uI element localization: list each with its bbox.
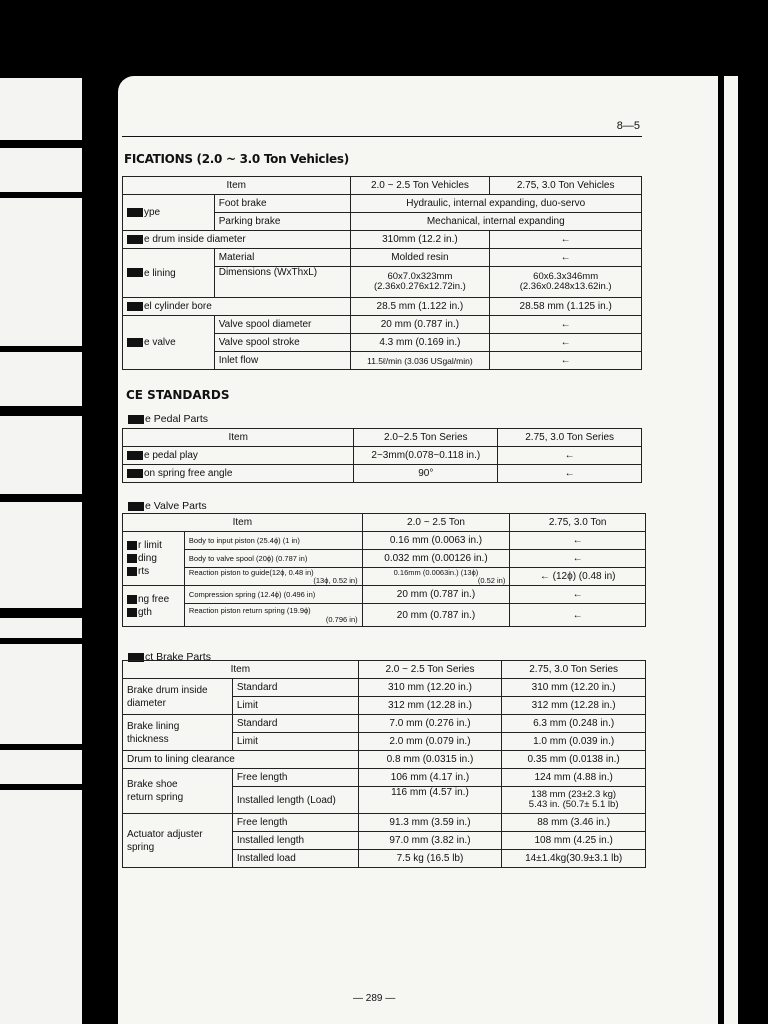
shoe-installed-a: 116 mm (4.57 in.)	[358, 787, 502, 814]
header-item: Item	[123, 177, 351, 195]
body-input-piston-b: ←	[510, 532, 646, 550]
return-spring-a: 20 mm (0.787 in.)	[362, 604, 510, 627]
torsion-label: on spring free angle	[144, 468, 233, 479]
parking-brake-label: Parking brake	[214, 213, 350, 231]
adj-installed-load-a: 7.5 kg (16.5 lb)	[358, 850, 502, 868]
specifications-table	[122, 176, 642, 370]
dim-a-line2: (2.36x0.276x12.72in.)	[373, 281, 466, 292]
header-item: Item	[123, 514, 363, 532]
spool-diameter-label: Valve spool diameter	[214, 316, 350, 334]
pedal-parts-title: e Pedal Parts	[145, 413, 209, 425]
clearance-a: 0.8 mm (0.0315 in.)	[358, 751, 502, 769]
foot-brake-value: Hydraulic, internal expanding, duo-servo	[350, 195, 641, 213]
body-valve-spool-b: ←	[510, 550, 646, 568]
drum-limit-b: 312 mm (12.28 in.)	[502, 697, 646, 715]
lining-standard-b: 6.3 mm (0.248 in.)	[502, 715, 646, 733]
shoe-installed-b2: 5.43 in. (50.7± 5.1 lb)	[528, 799, 619, 810]
wear-limit-label: r limit	[138, 540, 162, 551]
foot-brake-label: Foot brake	[214, 195, 350, 213]
adj-installed-length-a: 97.0 mm (3.82 in.)	[358, 832, 502, 850]
spring-label: spring	[127, 841, 155, 853]
parts-label: rts	[138, 566, 150, 577]
header-col-b: 2.75, 3.0 Ton Series	[502, 661, 646, 679]
compression-spring-a: 20 mm (0.787 in.)	[362, 586, 510, 604]
wheel-cylinder-a: 28.5 mm (1.122 in.)	[350, 298, 490, 316]
torsion-a: 90°	[354, 465, 498, 483]
shoe-label: Brake shoe	[127, 779, 178, 790]
table-row	[123, 769, 646, 787]
lining-limit-b: 1.0 mm (0.039 in.)	[502, 733, 646, 751]
dim-a-line1: 60x7.0x323mm	[387, 271, 453, 282]
thickness-label: thickness	[127, 733, 169, 745]
return-spring-alt: (0.796 in)	[325, 615, 358, 624]
valve-parts-table	[122, 513, 646, 627]
body-input-piston: Body to input piston (25.4ϕ) (1 in)	[184, 532, 362, 550]
manual-page	[118, 76, 738, 1024]
drum-label: e drum inside diameter	[144, 234, 246, 245]
table-row	[123, 429, 642, 447]
page-footer: — 289 —	[353, 993, 396, 1004]
table-row	[123, 195, 642, 213]
shoe-installed-label: Installed length (Load)	[232, 787, 358, 814]
adj-installed-length-label: Installed length	[232, 832, 358, 850]
left-page-fragment	[0, 78, 82, 1024]
drum-inside-label: Brake drum inside	[127, 684, 208, 696]
table-row	[123, 751, 646, 769]
lining-standard-label: Standard	[232, 715, 358, 733]
table-row	[123, 316, 642, 334]
spool-stroke-label: Valve spool stroke	[214, 334, 350, 352]
clearance-label: Drum to lining clearance	[123, 751, 359, 769]
pedal-play-label: e pedal play	[144, 450, 198, 461]
body-valve-spool: Body to valve spool (20ϕ) (0.787 in)	[184, 550, 362, 568]
table-row	[123, 177, 642, 195]
dim-b-line1: 60x6.3x346mm	[533, 271, 599, 282]
inlet-flow-label: Inlet flow	[214, 352, 350, 370]
type-label: ype	[144, 207, 161, 218]
table-row	[123, 814, 646, 832]
table-row	[123, 532, 646, 550]
table-row	[123, 550, 646, 568]
table-row	[123, 465, 642, 483]
table-row	[123, 231, 642, 249]
adj-installed-length-b: 108 mm (4.25 in.)	[502, 832, 646, 850]
lining-standard-a: 7.0 mm (0.276 in.)	[358, 715, 502, 733]
lining-limit-label: Limit	[232, 733, 358, 751]
drum-limit-a: 312 mm (12.28 in.)	[358, 697, 502, 715]
adj-free-b: 88 mm (3.46 in.)	[502, 814, 646, 832]
reaction-piston-a2: (0.52 in)	[477, 575, 506, 585]
table-row	[123, 568, 646, 586]
table-row	[123, 447, 642, 465]
shoe-installed-b1: 138 mm (23±2.3 kg)	[531, 789, 617, 800]
valve-parts-title: e Valve Parts	[145, 500, 207, 512]
drum-standard-a: 310 mm (12.20 in.)	[358, 679, 502, 697]
brake-parts-title: ct Brake Parts	[145, 651, 211, 663]
valve-label: e valve	[144, 337, 176, 348]
brake-parts-table	[122, 660, 646, 868]
table-row	[123, 661, 646, 679]
specifications-title: FICATIONS (2.0 ~ 3.0 Ton Vehicles)	[124, 152, 349, 166]
adj-installed-load-b: 14±1.4kg(30.9±3.1 lb)	[502, 850, 646, 868]
length-label: gth	[138, 607, 152, 618]
drum-value-b: ←	[490, 231, 642, 249]
lining-label: Brake lining	[127, 720, 180, 732]
material-value-b: ←	[490, 249, 642, 267]
header-item: Item	[123, 661, 359, 679]
lining-label: e lining	[144, 267, 176, 279]
dimensions-label: Dimensions (WxThxL)	[214, 267, 350, 298]
service-standards-title: CE STANDARDS	[126, 388, 230, 402]
header-col-b: 2.75, 3.0 Ton Series	[498, 429, 642, 447]
material-value-a: Molded resin	[350, 249, 490, 267]
reaction-piston-a1: 0.16mm (0.0063in.) (13ϕ)	[393, 567, 479, 577]
adj-free-length-label: Free length	[232, 814, 358, 832]
drum-limit-label: Limit	[232, 697, 358, 715]
drum-standard-label: Standard	[232, 679, 358, 697]
pedal-play-a: 2~3mm(0.078~0.118 in.)	[354, 447, 498, 465]
spool-diameter-a: 20 mm (0.787 in.)	[350, 316, 490, 334]
spring-free-label: ng free	[138, 594, 170, 605]
header-col-b: 2.75, 3.0 Ton	[510, 514, 646, 532]
header-col-a: 2.0 ~ 2.5 Ton Series	[358, 661, 502, 679]
table-row	[123, 604, 646, 627]
dim-b-line2: (2.36x0.248x13.62in.)	[519, 281, 612, 292]
header-item: Item	[123, 429, 354, 447]
reaction-piston-guide-alt: (13ϕ, 0.52 in)	[313, 575, 358, 585]
spool-stroke-b: ←	[490, 334, 642, 352]
sliding-label: ding	[138, 553, 157, 564]
wheel-cylinder-label: el cylinder bore	[144, 301, 212, 312]
parking-brake-value: Mechanical, internal expanding	[350, 213, 641, 231]
shoe-free-a: 106 mm (4.17 in.)	[358, 769, 502, 787]
wheel-cylinder-b: 28.58 mm (1.125 in.)	[490, 298, 642, 316]
adj-installed-load-label: Installed load	[232, 850, 358, 868]
lining-limit-a: 2.0 mm (0.079 in.)	[358, 733, 502, 751]
compression-spring: Compression spring (12.4ϕ) (0.496 in)	[184, 586, 362, 604]
compression-spring-b: ←	[510, 586, 646, 604]
table-row	[123, 298, 642, 316]
reaction-piston-b: ← (12ϕ) (0.48 in)	[510, 568, 646, 586]
header-col-b: 2.75, 3.0 Ton Vehicles	[490, 177, 642, 195]
shoe-free-b: 124 mm (4.88 in.)	[502, 769, 646, 787]
header-rule	[122, 136, 642, 137]
drum-diameter-label: diameter	[127, 697, 166, 709]
body-valve-spool-a: 0.032 mm (0.00126 in.)	[362, 550, 510, 568]
header-col-a: 2.0~2.5 Ton Series	[354, 429, 498, 447]
inlet-flow-a: 11.5ℓ/min (3.036 USgal/min)	[350, 352, 490, 370]
table-row	[123, 586, 646, 604]
return-spring-b: ←	[510, 604, 646, 627]
header-col-a: 2.0 ~ 2.5 Ton	[362, 514, 510, 532]
page-number: 8—5	[616, 120, 640, 132]
table-row	[123, 715, 646, 733]
drum-value-a: 310mm (12.2 in.)	[350, 231, 490, 249]
inlet-flow-b: ←	[490, 352, 642, 370]
shoe-free-length-label: Free length	[232, 769, 358, 787]
adjuster-label: Actuator adjuster	[127, 828, 203, 840]
header-col-a: 2.0 ~ 2.5 Ton Vehicles	[350, 177, 490, 195]
spool-diameter-b: ←	[490, 316, 642, 334]
pedal-play-b: ←	[498, 447, 642, 465]
clearance-b: 0.35 mm (0.0138 in.)	[502, 751, 646, 769]
spool-stroke-a: 4.3 mm (0.169 in.)	[350, 334, 490, 352]
material-label: Material	[214, 249, 350, 267]
table-row	[123, 679, 646, 697]
return-spring-label: return spring	[127, 792, 184, 803]
pedal-parts-table	[122, 428, 642, 483]
adj-free-a: 91.3 mm (3.59 in.)	[358, 814, 502, 832]
table-row	[123, 514, 646, 532]
torsion-b: ←	[498, 465, 642, 483]
return-spring: Reaction piston return spring (19.9ϕ)	[188, 606, 311, 615]
table-row	[123, 249, 642, 267]
body-input-piston-a: 0.16 mm (0.0063 in.)	[362, 532, 510, 550]
reaction-piston-guide: Reaction piston to guide(12ϕ, 0.48 in)	[188, 567, 314, 577]
drum-standard-b: 310 mm (12.20 in.)	[502, 679, 646, 697]
